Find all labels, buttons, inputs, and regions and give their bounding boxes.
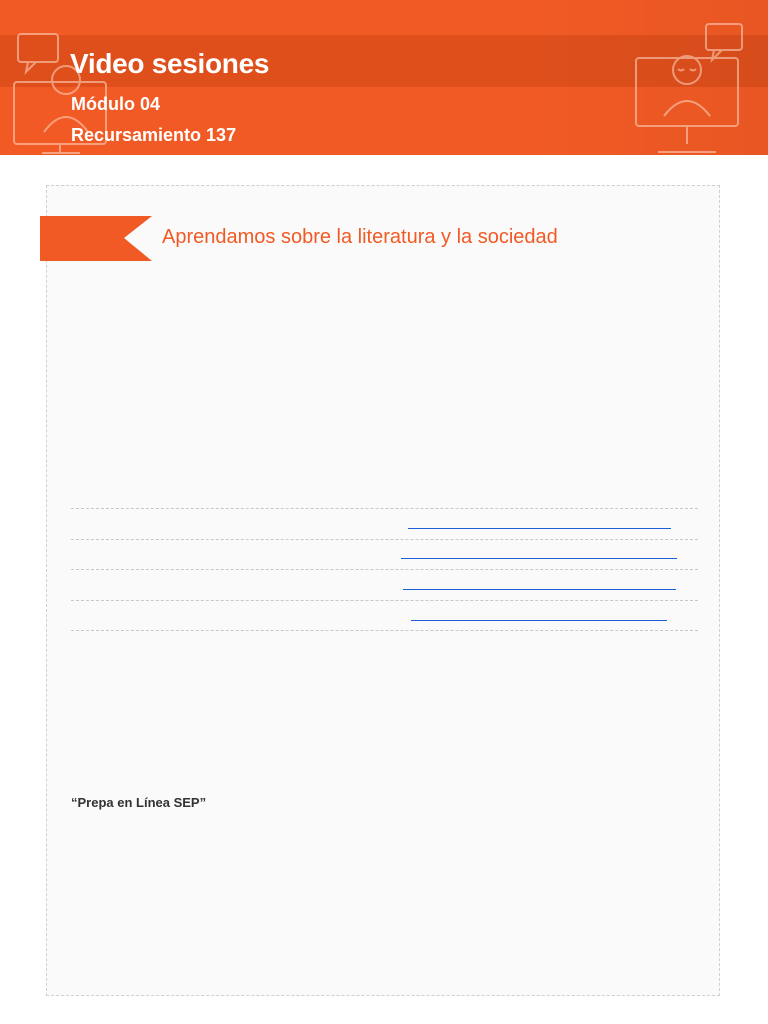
credit-text: “Prepa en Línea SEP”: [71, 795, 207, 810]
section-title: Aprendamos sobre la literatura y la sociedad: [162, 226, 558, 248]
header-banner: [0, 0, 768, 155]
row-divider: [71, 569, 698, 570]
page-title: Video sesiones: [70, 48, 270, 79]
video-link-2[interactable]: [401, 558, 677, 559]
recursamiento-label: Recursamiento 137: [71, 125, 237, 145]
person-at-computer-right-icon: [628, 20, 758, 155]
ribbon-banner-icon: [40, 216, 152, 261]
row-divider: [71, 630, 698, 631]
module-label: Módulo 04: [71, 94, 160, 114]
video-link-4[interactable]: [411, 620, 667, 621]
row-divider: [71, 508, 698, 509]
video-link-1[interactable]: [408, 528, 671, 529]
content-card: [46, 185, 720, 996]
row-divider: [71, 539, 698, 540]
video-link-3[interactable]: [403, 589, 676, 590]
row-divider: [71, 600, 698, 601]
